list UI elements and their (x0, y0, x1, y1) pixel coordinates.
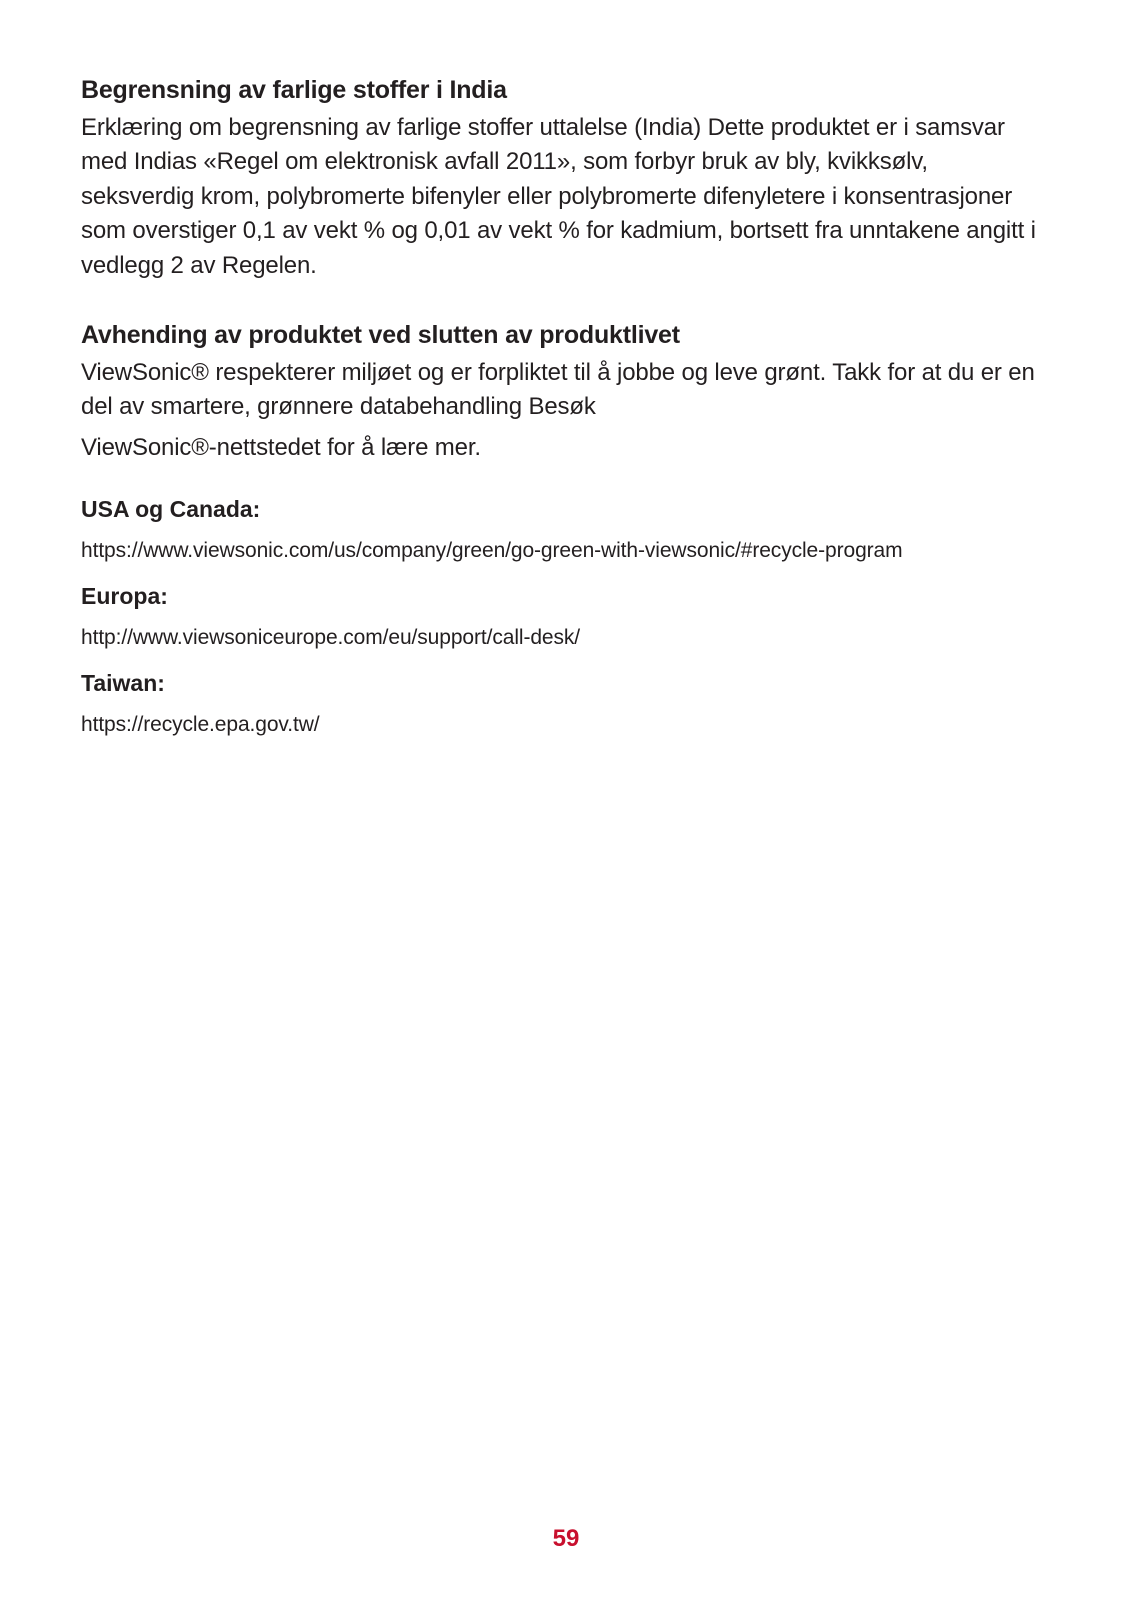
recycle-link-taiwan[interactable]: https://recycle.epa.gov.tw/ (81, 713, 320, 737)
product-disposal-section (81, 319, 1041, 465)
disposal-body-line-2: ViewSonic®-nettstedet for å lære mer. (81, 433, 481, 461)
india-rohs-body: Erklæring om begrensning av farlige stoffer uttalelse (India) Dette produktet er i samsvar med Indias «Regel om elektronisk avfall 2011», som forbyr bruk av bly, kvikksølv, seksverdig krom, polybromerte bifenyler eller polybromerte difenyletere i konsentrasjoner som overstiger 0,1 av vekt % og 0,01 av vekt % for kadmium, bortsett fra unntakene angitt i vedlegg 2 av Regelen. (81, 113, 1036, 279)
document-page (81, 74, 1041, 739)
region-europe (81, 582, 1041, 651)
recycle-link-usa-canada[interactable]: https://www.viewsonic.com/us/company/green/go-green-with-viewsonic/#recycle-program (81, 538, 903, 562)
region-label-usa-canada: USA og Canada: (81, 496, 261, 522)
support-link-europe[interactable]: http://www.viewsoniceurope.com/eu/support/call-desk/ (81, 626, 581, 650)
page-number: 59 (552, 1525, 580, 1552)
disposal-body (81, 356, 1041, 466)
region-label-europe: Europa: (81, 583, 168, 610)
section-heading-disposal: Avhending av produktet ved slutten av produktlivet (81, 321, 680, 349)
region-label-taiwan: Taiwan: (81, 670, 165, 697)
disposal-body-line-1: ViewSonic® respekterer miljøet og er forpliktet til å jobbe og leve grønt. Takk for at du er en del av smartere, grønnere databehandling Besøk (81, 358, 1035, 420)
region-usa-canada (81, 495, 1041, 564)
region-taiwan (81, 669, 1041, 738)
section-heading-india-rohs: Begrensning av farlige stoffer i India (81, 76, 507, 104)
hazardous-substances-section (81, 74, 1041, 283)
